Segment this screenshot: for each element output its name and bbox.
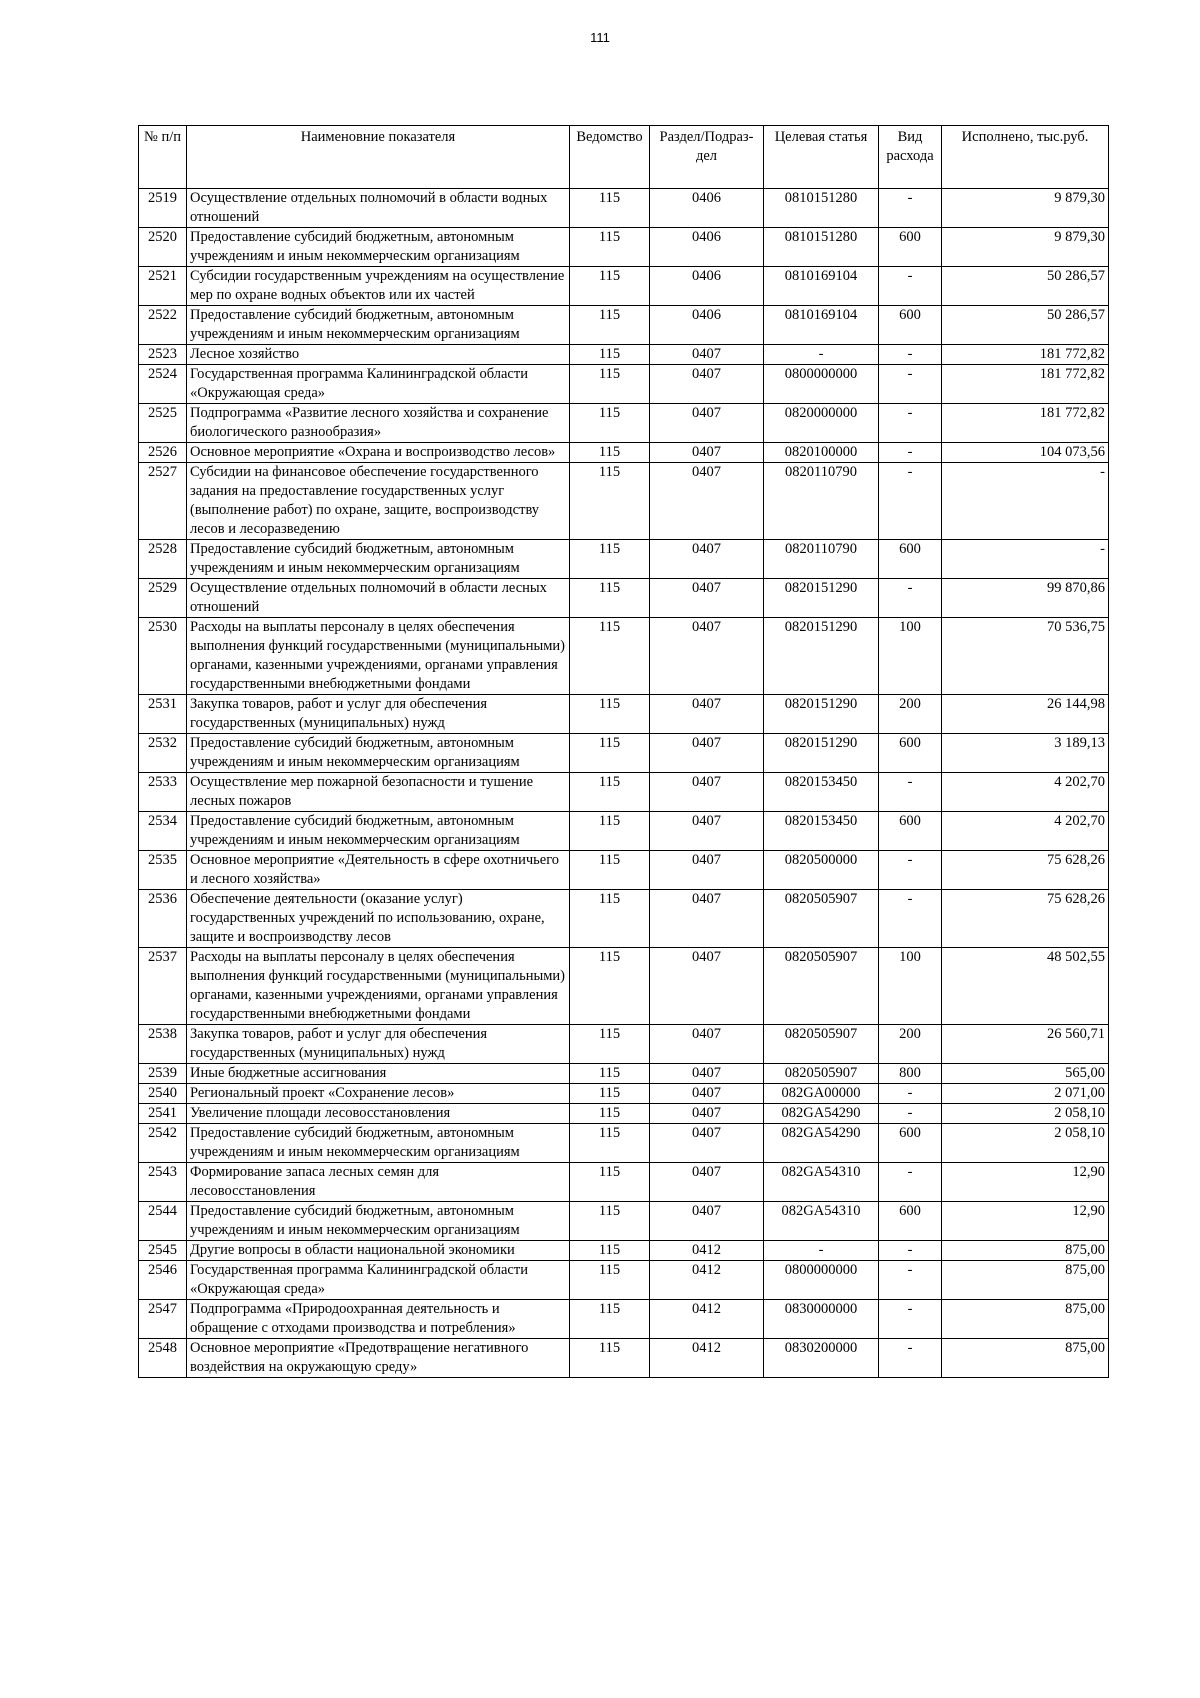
row-dept: 115 — [570, 1163, 650, 1202]
row-amount: 181 772,82 — [942, 345, 1109, 365]
row-number: 2526 — [139, 443, 187, 463]
table-row — [139, 404, 1109, 443]
row-number: 2548 — [139, 1339, 187, 1378]
row-dept: 115 — [570, 695, 650, 734]
row-dept: 115 — [570, 306, 650, 345]
row-dept: 115 — [570, 1261, 650, 1300]
row-section: 0407 — [650, 443, 764, 463]
row-section: 0407 — [650, 365, 764, 404]
page-number: 111 — [590, 30, 610, 45]
row-amount: 50 286,57 — [942, 306, 1109, 345]
table-row — [139, 1064, 1109, 1084]
table-row — [139, 306, 1109, 345]
row-number: 2544 — [139, 1202, 187, 1241]
row-amount: 26 560,71 — [942, 1025, 1109, 1064]
row-name: Субсидии государственным учреждениям на осуществление мер по охране водных объектов или их частей — [187, 267, 570, 306]
table-row — [139, 228, 1109, 267]
row-section: 0407 — [650, 345, 764, 365]
row-name: Региональный проект «Сохранение лесов» — [187, 1084, 570, 1104]
table-row — [139, 1025, 1109, 1064]
row-article: 082GA54310 — [764, 1163, 879, 1202]
row-name: Государственная программа Калининградской области «Окружающая среда» — [187, 365, 570, 404]
table-row — [139, 1300, 1109, 1339]
row-dept: 115 — [570, 579, 650, 618]
row-section: 0407 — [650, 734, 764, 773]
row-number: 2547 — [139, 1300, 187, 1339]
row-dept: 115 — [570, 228, 650, 267]
row-type: - — [879, 443, 942, 463]
row-number: 2528 — [139, 540, 187, 579]
row-section: 0407 — [650, 1124, 764, 1163]
row-dept: 115 — [570, 1241, 650, 1261]
row-amount: 181 772,82 — [942, 365, 1109, 404]
row-section: 0407 — [650, 695, 764, 734]
row-type: - — [879, 1261, 942, 1300]
row-number: 2531 — [139, 695, 187, 734]
row-amount: 181 772,82 — [942, 404, 1109, 443]
table-row — [139, 812, 1109, 851]
row-section: 0407 — [650, 1025, 764, 1064]
row-number: 2530 — [139, 618, 187, 695]
row-type: 100 — [879, 948, 942, 1025]
row-dept: 115 — [570, 189, 650, 228]
row-type: - — [879, 1339, 942, 1378]
row-name: Основное мероприятие «Предотвращение негативного воздействия на окружающую среду» — [187, 1339, 570, 1378]
row-section: 0407 — [650, 1104, 764, 1124]
row-number: 2534 — [139, 812, 187, 851]
row-type: 600 — [879, 306, 942, 345]
table-row — [139, 579, 1109, 618]
table-row — [139, 443, 1109, 463]
row-section: 0407 — [650, 851, 764, 890]
row-name: Предоставление субсидий бюджетным, автономным учреждениям и иным некоммерческим организациям — [187, 540, 570, 579]
header-amount: Исполнено, тыс.руб. — [942, 126, 1109, 189]
row-article: 0820505907 — [764, 1064, 879, 1084]
table-row — [139, 1104, 1109, 1124]
header-name: Наименовние показателя — [187, 126, 570, 189]
header-type: Вид расхода — [879, 126, 942, 189]
row-amount: 2 071,00 — [942, 1084, 1109, 1104]
table-row — [139, 1241, 1109, 1261]
row-article: 0820153450 — [764, 773, 879, 812]
row-section: 0407 — [650, 463, 764, 540]
row-section: 0407 — [650, 1084, 764, 1104]
row-amount: 565,00 — [942, 1064, 1109, 1084]
row-dept: 115 — [570, 812, 650, 851]
row-number: 2546 — [139, 1261, 187, 1300]
row-type: 200 — [879, 695, 942, 734]
row-amount: - — [942, 540, 1109, 579]
row-article: 0820110790 — [764, 540, 879, 579]
row-dept: 115 — [570, 540, 650, 579]
table-row — [139, 1339, 1109, 1378]
row-type: - — [879, 1241, 942, 1261]
row-name: Увеличение площади лесовосстановления — [187, 1104, 570, 1124]
row-type: - — [879, 345, 942, 365]
row-amount: 104 073,56 — [942, 443, 1109, 463]
row-type: 600 — [879, 1202, 942, 1241]
row-name: Основное мероприятие «Охрана и воспроизводство лесов» — [187, 443, 570, 463]
row-article: 0810169104 — [764, 267, 879, 306]
row-dept: 115 — [570, 851, 650, 890]
row-article: 0820505907 — [764, 890, 879, 948]
row-dept: 115 — [570, 1202, 650, 1241]
row-section: 0407 — [650, 618, 764, 695]
row-name: Расходы на выплаты персоналу в целях обеспечения выполнения функций государственными (муниципальными) органами, казенными учреждениями, органами управления государственными внебюджетными фондами — [187, 618, 570, 695]
table-row — [139, 1124, 1109, 1163]
row-name: Подпрограмма «Природоохранная деятельность и обращение с отходами производства и потребления» — [187, 1300, 570, 1339]
row-name: Субсидии на финансовое обеспечение государственного задания на предоставление государственных услуг (выполнение работ) по охране, защите, воспроизводству лесов и лесоразведению — [187, 463, 570, 540]
row-amount: 48 502,55 — [942, 948, 1109, 1025]
row-article: 0820151290 — [764, 579, 879, 618]
row-type: - — [879, 404, 942, 443]
row-section: 0407 — [650, 948, 764, 1025]
row-number: 2541 — [139, 1104, 187, 1124]
row-name: Предоставление субсидий бюджетным, автономным учреждениям и иным некоммерческим организациям — [187, 1202, 570, 1241]
row-type: 600 — [879, 812, 942, 851]
row-name: Обеспечение деятельности (оказание услуг) государственных учреждений по использованию, охране, защите и воспроизводству лесов — [187, 890, 570, 948]
row-number: 2540 — [139, 1084, 187, 1104]
row-section: 0412 — [650, 1241, 764, 1261]
row-name: Закупка товаров, работ и услуг для обеспечения государственных (муниципальных) нужд — [187, 1025, 570, 1064]
row-article: 0820151290 — [764, 618, 879, 695]
row-amount: 875,00 — [942, 1261, 1109, 1300]
row-article: - — [764, 1241, 879, 1261]
table-row — [139, 890, 1109, 948]
row-name: Иные бюджетные ассигнования — [187, 1064, 570, 1084]
row-type: - — [879, 365, 942, 404]
table-row — [139, 948, 1109, 1025]
row-number: 2529 — [139, 579, 187, 618]
table-row — [139, 267, 1109, 306]
row-article: 0820505907 — [764, 1025, 879, 1064]
row-name: Осуществление отдельных полномочий в области водных отношений — [187, 189, 570, 228]
table-row — [139, 1084, 1109, 1104]
row-amount: - — [942, 463, 1109, 540]
row-section: 0407 — [650, 1064, 764, 1084]
row-dept: 115 — [570, 773, 650, 812]
row-dept: 115 — [570, 1339, 650, 1378]
row-name: Предоставление субсидий бюджетным, автономным учреждениям и иным некоммерческим организациям — [187, 228, 570, 267]
header-section: Раздел/Подраз-дел — [650, 126, 764, 189]
row-number: 2536 — [139, 890, 187, 948]
row-article: 082GA54310 — [764, 1202, 879, 1241]
table-row — [139, 345, 1109, 365]
row-article: - — [764, 345, 879, 365]
row-number: 2527 — [139, 463, 187, 540]
row-number: 2521 — [139, 267, 187, 306]
row-amount: 875,00 — [942, 1339, 1109, 1378]
row-name: Государственная программа Калининградской области «Окружающая среда» — [187, 1261, 570, 1300]
row-article: 0800000000 — [764, 365, 879, 404]
row-number: 2538 — [139, 1025, 187, 1064]
row-article: 082GA00000 — [764, 1084, 879, 1104]
row-section: 0406 — [650, 267, 764, 306]
row-number: 2543 — [139, 1163, 187, 1202]
row-dept: 115 — [570, 404, 650, 443]
row-name: Закупка товаров, работ и услуг для обеспечения государственных (муниципальных) нужд — [187, 695, 570, 734]
row-name: Формирование запаса лесных семян для лесовосстановления — [187, 1163, 570, 1202]
table-row — [139, 773, 1109, 812]
row-number: 2525 — [139, 404, 187, 443]
row-article: 0820000000 — [764, 404, 879, 443]
table-row — [139, 365, 1109, 404]
row-article: 0800000000 — [764, 1261, 879, 1300]
table-row — [139, 540, 1109, 579]
row-amount: 9 879,30 — [942, 189, 1109, 228]
table-row — [139, 618, 1109, 695]
row-amount: 4 202,70 — [942, 812, 1109, 851]
row-amount: 70 536,75 — [942, 618, 1109, 695]
row-article: 0820500000 — [764, 851, 879, 890]
row-type: 600 — [879, 228, 942, 267]
row-number: 2539 — [139, 1064, 187, 1084]
row-name: Основное мероприятие «Деятельность в сфере охотничьего и лесного хозяйства» — [187, 851, 570, 890]
row-section: 0407 — [650, 540, 764, 579]
row-article: 082GA54290 — [764, 1104, 879, 1124]
row-type: - — [879, 890, 942, 948]
row-section: 0412 — [650, 1261, 764, 1300]
row-amount: 99 870,86 — [942, 579, 1109, 618]
row-article: 0820505907 — [764, 948, 879, 1025]
header-article: Целевая статья — [764, 126, 879, 189]
row-dept: 115 — [570, 1025, 650, 1064]
row-type: - — [879, 1163, 942, 1202]
row-section: 0407 — [650, 773, 764, 812]
row-type: - — [879, 189, 942, 228]
row-section: 0407 — [650, 1202, 764, 1241]
row-amount: 75 628,26 — [942, 890, 1109, 948]
row-dept: 115 — [570, 345, 650, 365]
row-dept: 115 — [570, 1300, 650, 1339]
row-amount: 50 286,57 — [942, 267, 1109, 306]
row-amount: 75 628,26 — [942, 851, 1109, 890]
row-article: 0810169104 — [764, 306, 879, 345]
row-type: - — [879, 1084, 942, 1104]
row-dept: 115 — [570, 365, 650, 404]
row-type: 600 — [879, 1124, 942, 1163]
row-name: Подпрограмма «Развитие лесного хозяйства и сохранение биологического разнообразия» — [187, 404, 570, 443]
budget-table — [138, 125, 1109, 1378]
row-name: Расходы на выплаты персоналу в целях обеспечения выполнения функций государственными (муниципальными) органами, казенными учреждениями, органами управления государственными внебюджетными фондами — [187, 948, 570, 1025]
row-article: 0810151280 — [764, 189, 879, 228]
row-amount: 9 879,30 — [942, 228, 1109, 267]
row-dept: 115 — [570, 890, 650, 948]
row-type: - — [879, 463, 942, 540]
row-dept: 115 — [570, 734, 650, 773]
header-num: № п/п — [139, 126, 187, 189]
row-number: 2523 — [139, 345, 187, 365]
row-dept: 115 — [570, 1064, 650, 1084]
row-amount: 12,90 — [942, 1163, 1109, 1202]
row-section: 0407 — [650, 812, 764, 851]
row-section: 0407 — [650, 1163, 764, 1202]
row-name: Осуществление отдельных полномочий в области лесных отношений — [187, 579, 570, 618]
row-number: 2535 — [139, 851, 187, 890]
row-section: 0407 — [650, 404, 764, 443]
row-article: 0820151290 — [764, 734, 879, 773]
header-row — [139, 126, 1109, 189]
row-article: 0820153450 — [764, 812, 879, 851]
table-body — [139, 189, 1109, 1378]
row-dept: 115 — [570, 463, 650, 540]
row-name: Лесное хозяйство — [187, 345, 570, 365]
table-row — [139, 1202, 1109, 1241]
table-row — [139, 851, 1109, 890]
row-name: Предоставление субсидий бюджетным, автономным учреждениям и иным некоммерческим организациям — [187, 306, 570, 345]
row-section: 0406 — [650, 189, 764, 228]
row-type: 600 — [879, 540, 942, 579]
table-row — [139, 734, 1109, 773]
row-article: 082GA54290 — [764, 1124, 879, 1163]
row-name: Осуществление мер пожарной безопасности и тушение лесных пожаров — [187, 773, 570, 812]
row-article: 0820110790 — [764, 463, 879, 540]
row-section: 0412 — [650, 1339, 764, 1378]
row-article: 0830200000 — [764, 1339, 879, 1378]
row-number: 2545 — [139, 1241, 187, 1261]
row-amount: 26 144,98 — [942, 695, 1109, 734]
row-number: 2537 — [139, 948, 187, 1025]
row-section: 0406 — [650, 228, 764, 267]
row-number: 2522 — [139, 306, 187, 345]
row-type: - — [879, 773, 942, 812]
row-type: 800 — [879, 1064, 942, 1084]
row-amount: 2 058,10 — [942, 1104, 1109, 1124]
row-number: 2542 — [139, 1124, 187, 1163]
row-amount: 4 202,70 — [942, 773, 1109, 812]
row-article: 0820100000 — [764, 443, 879, 463]
row-name: Другие вопросы в области национальной экономики — [187, 1241, 570, 1261]
row-section: 0407 — [650, 579, 764, 618]
row-number: 2519 — [139, 189, 187, 228]
table-row — [139, 1261, 1109, 1300]
row-article: 0810151280 — [764, 228, 879, 267]
row-amount: 875,00 — [942, 1300, 1109, 1339]
row-number: 2524 — [139, 365, 187, 404]
row-amount: 3 189,13 — [942, 734, 1109, 773]
row-name: Предоставление субсидий бюджетным, автономным учреждениям и иным некоммерческим организациям — [187, 1124, 570, 1163]
row-dept: 115 — [570, 1124, 650, 1163]
row-type: - — [879, 579, 942, 618]
row-type: - — [879, 851, 942, 890]
row-amount: 875,00 — [942, 1241, 1109, 1261]
row-article: 0820151290 — [764, 695, 879, 734]
row-article: 0830000000 — [764, 1300, 879, 1339]
row-section: 0412 — [650, 1300, 764, 1339]
row-dept: 115 — [570, 443, 650, 463]
row-number: 2520 — [139, 228, 187, 267]
row-dept: 115 — [570, 618, 650, 695]
row-name: Предоставление субсидий бюджетным, автономным учреждениям и иным некоммерческим организациям — [187, 734, 570, 773]
row-dept: 115 — [570, 267, 650, 306]
table-row — [139, 695, 1109, 734]
row-type: - — [879, 1104, 942, 1124]
row-number: 2533 — [139, 773, 187, 812]
row-amount: 12,90 — [942, 1202, 1109, 1241]
row-name: Предоставление субсидий бюджетным, автономным учреждениям и иным некоммерческим организациям — [187, 812, 570, 851]
table-row — [139, 1163, 1109, 1202]
table-row — [139, 189, 1109, 228]
row-type: 600 — [879, 734, 942, 773]
row-type: 100 — [879, 618, 942, 695]
row-dept: 115 — [570, 948, 650, 1025]
row-type: - — [879, 267, 942, 306]
row-section: 0407 — [650, 890, 764, 948]
row-dept: 115 — [570, 1084, 650, 1104]
row-section: 0406 — [650, 306, 764, 345]
row-number: 2532 — [139, 734, 187, 773]
table-row — [139, 463, 1109, 540]
row-type: 200 — [879, 1025, 942, 1064]
row-dept: 115 — [570, 1104, 650, 1124]
row-type: - — [879, 1300, 942, 1339]
header-dept: Ведомство — [570, 126, 650, 189]
row-amount: 2 058,10 — [942, 1124, 1109, 1163]
